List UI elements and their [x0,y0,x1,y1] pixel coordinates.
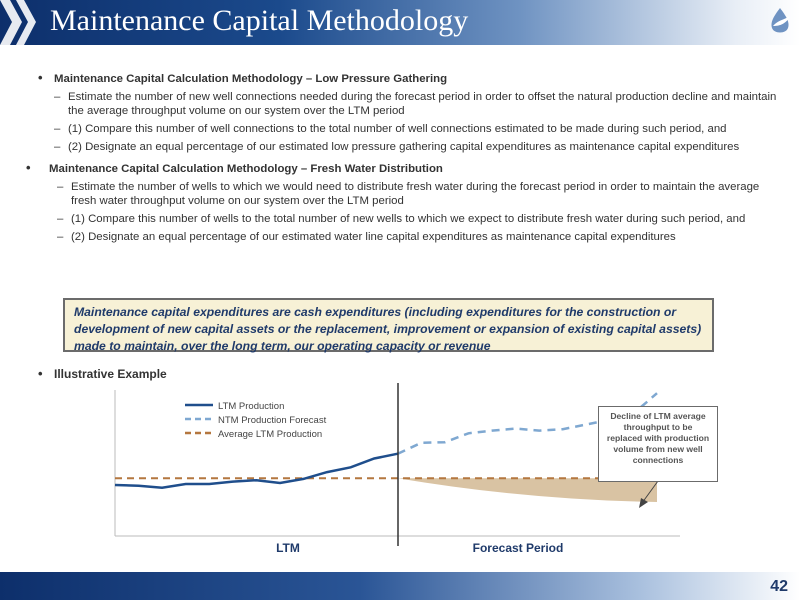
methodology-content [24,72,784,248]
section2-item: – (2) Designate an equal percentage of our estimated water line capital expenditures as maintenance capital expenditures [57,231,676,243]
forecast-period-label: Forecast Period [472,541,564,555]
bullet-icon: • [26,160,31,175]
section2-item: – Estimate the number of wells to which we would need to distribute fresh water during the forecast period in order to maintain the average fresh water throughput volume on our system over the LTM period [57,181,760,207]
bullet-icon: • [38,70,43,85]
section2-heading: • Maintenance Capital Calculation Methodology – Fresh Water Distribution [26,160,443,175]
legend-avg-label: Average LTM Production [218,429,323,440]
dash-icon: – [57,231,64,243]
illustrative-heading: • Illustrative Example [38,366,167,381]
page-number: 42 [770,578,788,595]
definition-callout: Maintenance capital expenditures are cash expenditures (including expenditures for the construction or development of new capital assets or the replacement, improvement or expansion of existing capital assets) made to maintain, over the long term, our operating capacity or revenue [63,298,714,352]
page-title: Maintenance Capital Methodology [50,4,469,37]
ltm-period-label: LTM [276,541,300,555]
section1-item: – Estimate the number of new well connections needed during the forecast period in order to offset the natural production decline and maintain the average throughput volume on our system over the LTM period [54,91,777,117]
arrow-head-icon [639,498,648,508]
dash-icon: – [54,123,61,135]
section2 [24,162,784,244]
section1-item: – (2) Designate an equal percentage of our estimated low pressure gathering capital expenditures as maintenance capital expenditures [54,141,740,153]
chevron-decoration-icon [0,0,44,45]
section1-item: – (1) Compare this number of well connections to the total number of well connections estimated to be made during such period, and [54,123,727,135]
footer-bar [0,572,800,600]
dash-icon: – [57,213,64,225]
title-bar [0,0,800,45]
bullet-icon: • [38,366,43,381]
decline-annotation: Decline of LTM average throughput to be replaced with production volume from new well connections [598,406,718,482]
legend-ntm-label: NTM Production Forecast [218,415,327,426]
company-logo-icon [764,6,796,38]
dash-icon: – [57,181,64,193]
dash-icon: – [54,91,61,103]
section1-heading: • Maintenance Capital Calculation Methodology – Low Pressure Gathering [38,70,448,85]
section2-item: – (1) Compare this number of wells to the total number of new wells to which we expect to distribute fresh water during such period, and [57,213,746,225]
annotation-arrow [642,481,658,503]
ltm-production-line [115,454,398,488]
legend-ltm-label: LTM Production [218,401,285,412]
dash-icon: – [54,141,61,153]
